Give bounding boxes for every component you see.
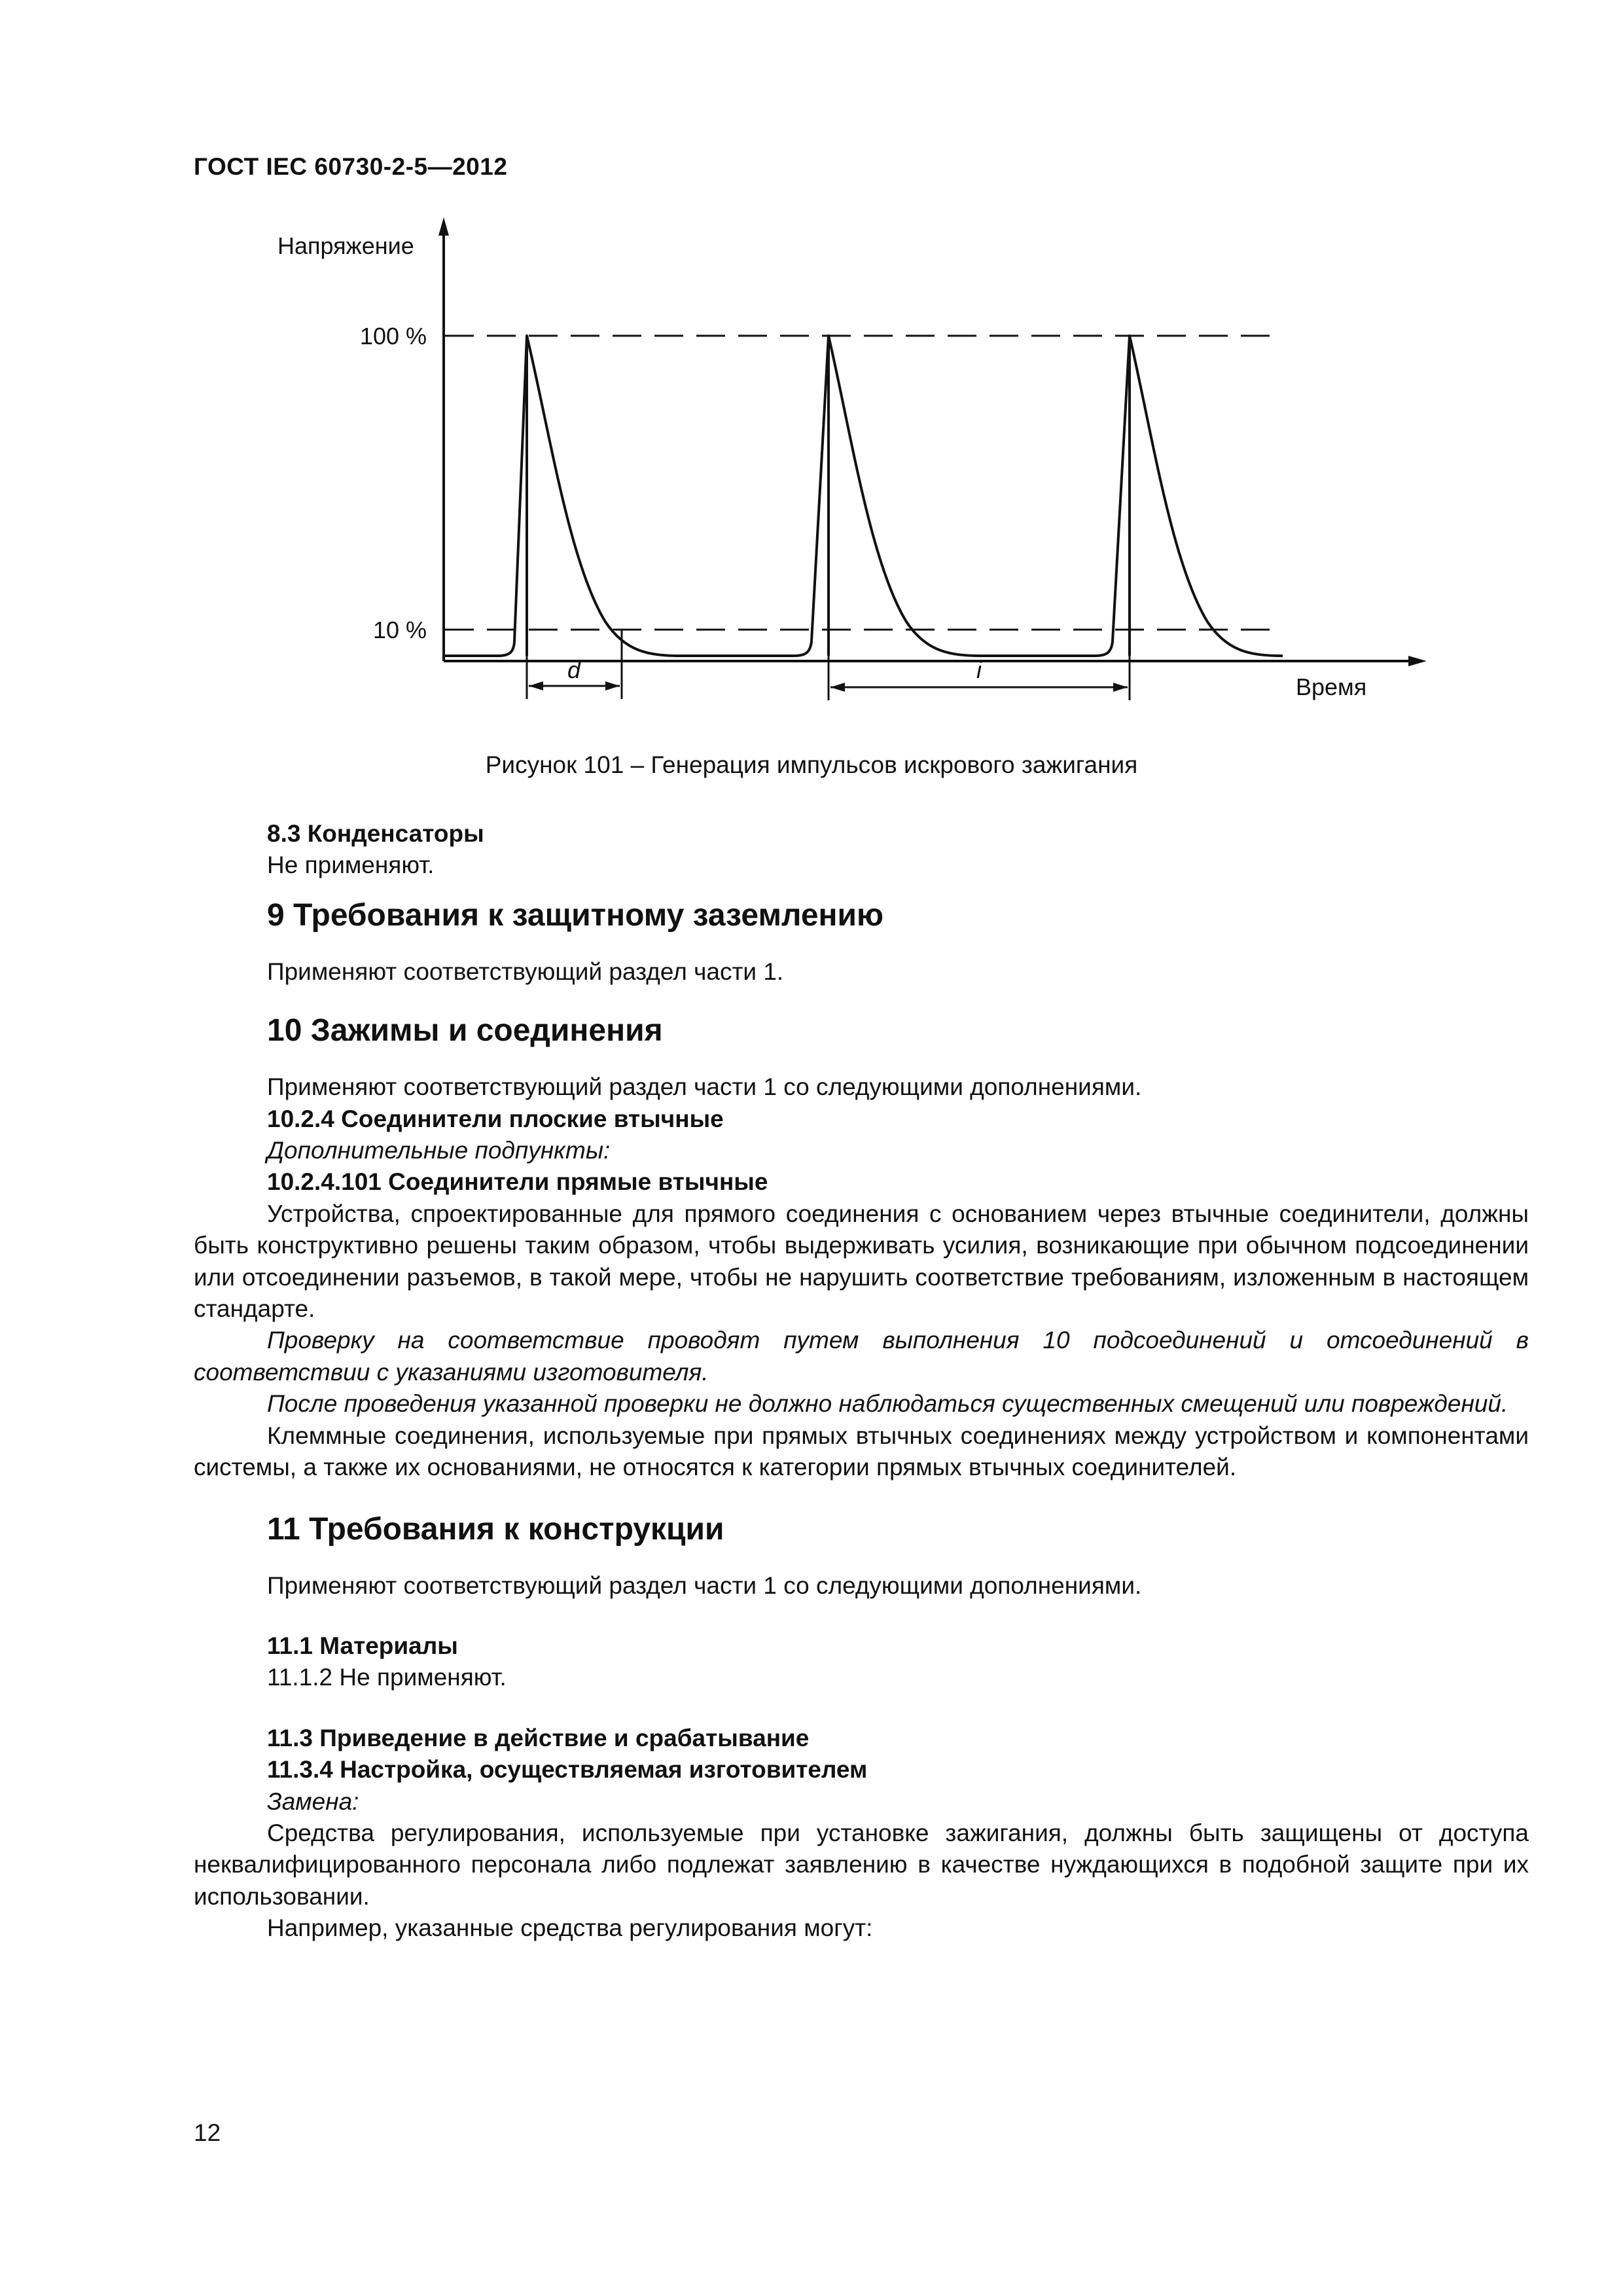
spark-pulse-figure <box>249 216 1440 726</box>
d-arrow-right <box>605 681 620 691</box>
label-i: i <box>976 656 982 683</box>
x-axis-arrow <box>1408 656 1427 666</box>
section-10-para-2: Проверку на соответствие проводят путем выполнения 10 подсоединений и отсоединений в соответствии с указаниями изготовителя. <box>194 1327 1529 1386</box>
label-d: d <box>567 656 581 683</box>
section-11-3-4-title: 11.3.4 Настройка, осуществляемая изготовителем <box>267 1756 868 1784</box>
label-10-percent: 10 % <box>372 617 427 643</box>
x-axis-label: Время <box>1296 673 1367 700</box>
section-11-3-title: 11.3 Приведение в действие и срабатывание <box>267 1724 810 1751</box>
section-10-para-1: Устройства, спроектированные для прямого соединения с основанием через втычные соединители, должны быть конструктивно решены таким образом, чтобы выдерживать усилия, возникающие при обычном подсоединении или отсоединении разъемов, в такой мере, чтобы не нарушить соответствие требованиям, изложенным в настоящем стандарте. <box>194 1200 1529 1323</box>
section-11-intro: Применяют соответствующий раздел части 1 со следующими дополнениями. <box>267 1571 1142 1599</box>
section-10-title: 10 Зажимы и соединения <box>267 1013 663 1049</box>
i-arrow-right <box>1113 683 1128 692</box>
section-10-para-3: После проведения указанной проверки не должно наблюдаться существенных смещений или повреждений. <box>267 1390 1508 1418</box>
figure-caption: Рисунок 101 – Генерация импульсов искрового зажигания <box>485 751 1138 778</box>
section-11-1-text: 11.1.2 Не применяют. <box>267 1664 507 1691</box>
section-10-2-4-title: 10.2.4 Соединители плоские втычные <box>267 1105 724 1132</box>
section-10-para-4: Клеммные соединения, используемые при прямых втычных соединениях между устройством и компонентами системы, а также их основаниями, не относятся к категории прямых втычных соединителей. <box>194 1422 1529 1481</box>
section-11-title: 11 Требования к конструкции <box>267 1511 724 1547</box>
section-11-1-title: 11.1 Материалы <box>267 1632 458 1659</box>
section-8-3-text: Не применяют. <box>267 852 435 879</box>
section-9-text: Применяют соответствующий раздел части 1. <box>267 958 784 985</box>
d-arrow-left <box>529 681 543 691</box>
section-10-2-4-note: Дополнительные подпункты: <box>267 1137 611 1164</box>
main-content <box>194 818 1529 1945</box>
section-11-para-2: Например, указанные средства регулирования могут: <box>267 1914 873 1942</box>
document-header: ГОСТ IEC 60730-2-5—2012 <box>194 153 508 180</box>
section-9-title: 9 Требования к защитному заземлению <box>267 897 884 933</box>
section-11-3-4-note: Замена: <box>267 1787 359 1815</box>
section-8-3-title: 8.3 Конденсаторы <box>267 820 484 847</box>
pulse-waveform <box>445 336 1283 656</box>
section-10-intro: Применяют соответствующий раздел части 1 со следующими дополнениями. <box>267 1073 1142 1101</box>
y-axis-label: Напряжение <box>277 232 414 259</box>
label-100-percent: 100 % <box>359 323 427 350</box>
i-arrow-left <box>830 683 845 692</box>
section-10-2-4-101-title: 10.2.4.101 Соединители прямые втычные <box>267 1168 768 1196</box>
page-number: 12 <box>194 2119 221 2146</box>
y-axis-arrow <box>438 217 449 236</box>
section-11-para-1: Средства регулирования, используемые при установке зажигания, должны быть защищены от доступа неквалифицированного персонала либо подлежат заявлению в качестве нуждающихся в подобной защите при их использовании. <box>194 1819 1529 1910</box>
